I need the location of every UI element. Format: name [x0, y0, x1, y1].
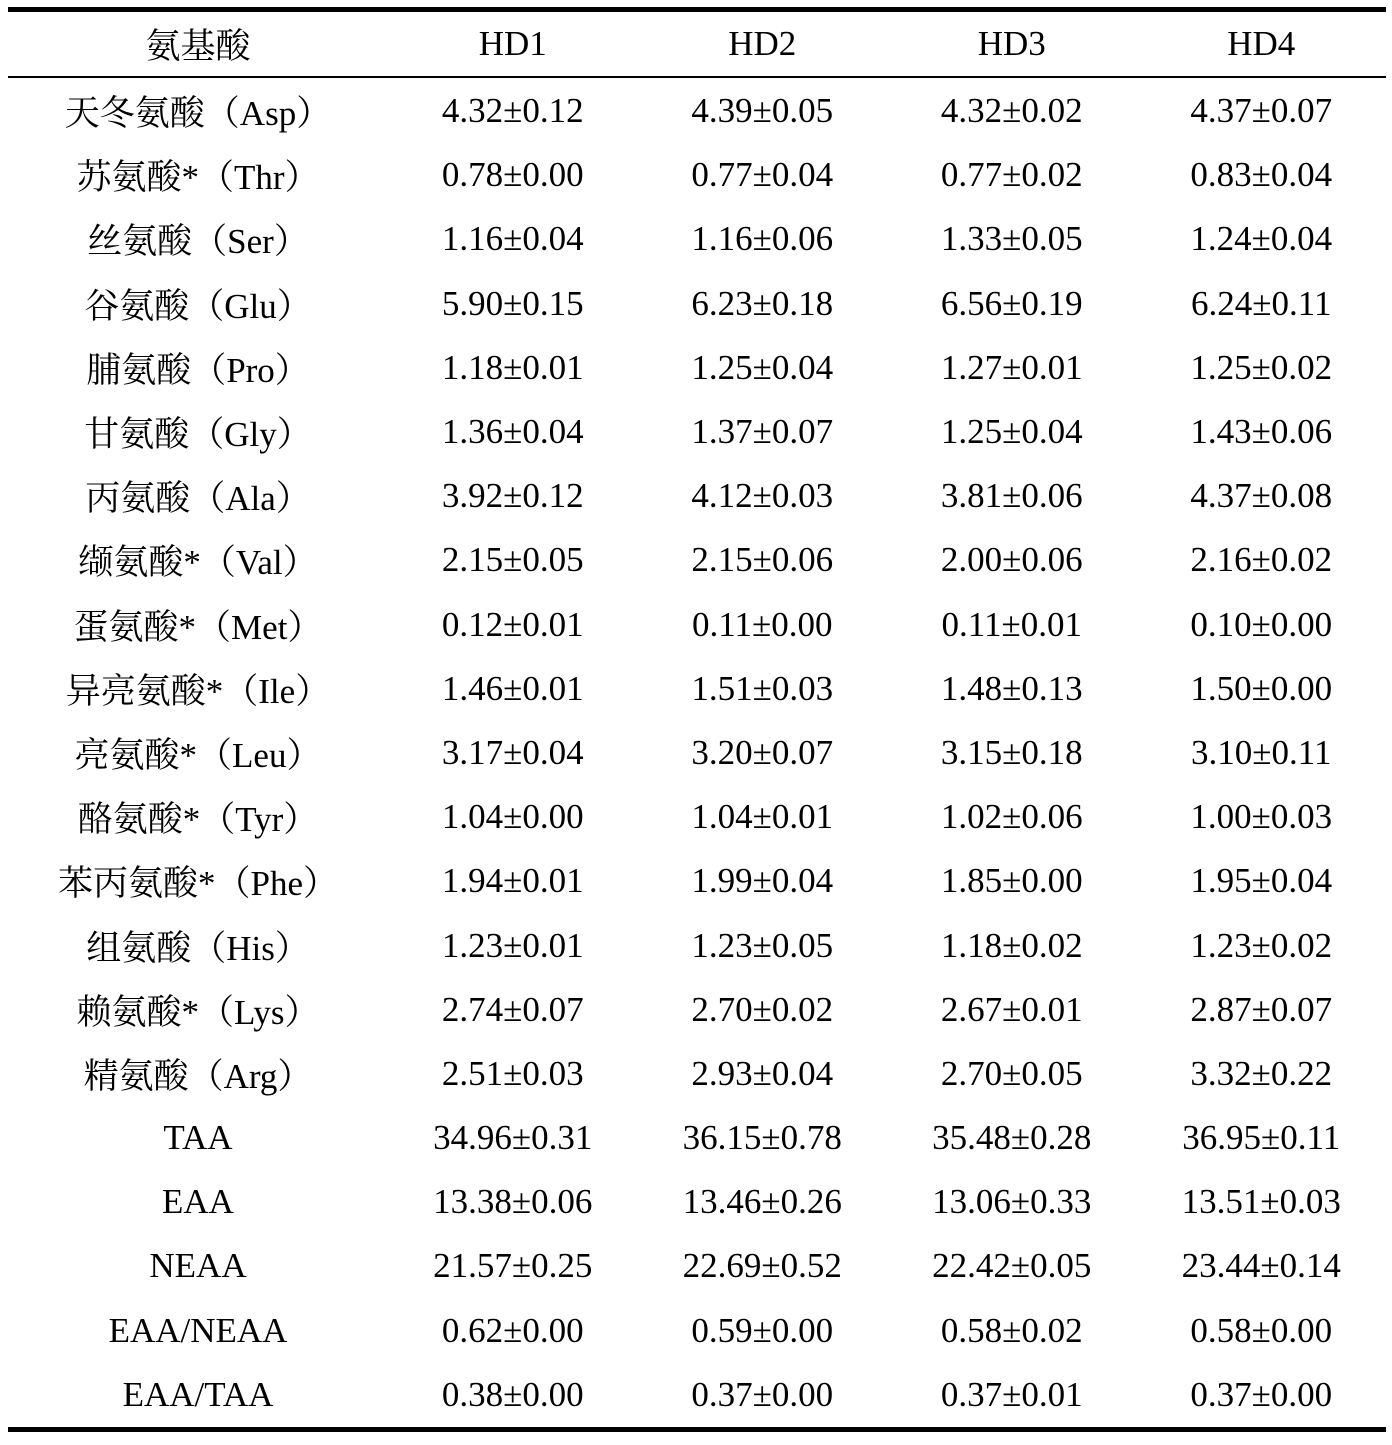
hd1-cell: 1.23±0.01	[441, 925, 584, 965]
hd4-cell: 1.00±0.03	[1190, 797, 1333, 837]
hd1-cell: 4.32±0.12	[441, 91, 584, 131]
hd2-cell: 6.23±0.18	[691, 283, 834, 323]
hd1-cell: 0.12±0.01	[441, 604, 584, 644]
table-row	[8, 400, 1386, 464]
header-hd4: HD4	[1227, 24, 1296, 63]
hd1-cell: 1.36±0.04	[441, 412, 584, 452]
hd1-cell: 2.51±0.03	[441, 1053, 584, 1093]
table-row	[8, 785, 1386, 849]
hd3-cell: 22.42±0.05	[932, 1246, 1092, 1286]
hd2-cell: 3.20±0.07	[691, 732, 834, 772]
hd1-cell: 1.18±0.01	[441, 347, 584, 387]
table-row	[8, 593, 1386, 657]
amino-acid-cell: 丙氨酸（Ala）	[85, 479, 311, 519]
hd1-cell: 3.92±0.12	[441, 476, 584, 516]
hd4-cell: 23.44±0.14	[1181, 1246, 1341, 1286]
table-body	[8, 78, 1386, 1427]
hd1-cell: 34.96±0.31	[433, 1118, 593, 1158]
hd3-cell: 2.00±0.06	[940, 540, 1083, 580]
amino-acid-cell: EAA/NEAA	[108, 1310, 288, 1350]
hd4-cell: 2.87±0.07	[1190, 989, 1333, 1029]
amino-acid-cell: 脯氨酸（Pro）	[86, 350, 310, 390]
hd1-cell: 2.74±0.07	[441, 989, 584, 1029]
table-row	[8, 272, 1386, 336]
header-row	[8, 12, 1386, 76]
amino-acid-table	[8, 7, 1386, 1432]
table-row	[8, 143, 1386, 207]
hd4-cell: 1.25±0.02	[1190, 347, 1333, 387]
hd2-cell: 1.99±0.04	[691, 861, 834, 901]
hd2-cell: 1.04±0.01	[691, 797, 834, 837]
amino-acid-cell: TAA	[163, 1118, 233, 1158]
hd3-cell: 3.81±0.06	[940, 476, 1083, 516]
hd1-cell: 21.57±0.25	[433, 1246, 593, 1286]
hd4-cell: 0.37±0.00	[1190, 1374, 1333, 1414]
hd4-cell: 1.24±0.04	[1190, 219, 1333, 259]
hd2-cell: 22.69±0.52	[682, 1246, 842, 1286]
hd1-cell: 1.46±0.01	[441, 668, 584, 708]
hd3-cell: 6.56±0.19	[940, 283, 1083, 323]
hd1-cell: 2.15±0.05	[441, 540, 584, 580]
table-row	[8, 1170, 1386, 1234]
hd1-cell: 13.38±0.06	[433, 1182, 593, 1222]
amino-acid-cell: 苏氨酸*（Thr）	[76, 158, 320, 198]
table-row	[8, 913, 1386, 977]
table-row	[8, 721, 1386, 785]
amino-acid-cell: EAA	[162, 1182, 234, 1222]
hd2-cell: 1.51±0.03	[691, 668, 834, 708]
amino-acid-cell: 天冬氨酸（Asp）	[64, 94, 332, 134]
table-row	[8, 849, 1386, 913]
hd3-cell: 0.77±0.02	[940, 155, 1083, 195]
hd2-cell: 0.37±0.00	[691, 1374, 834, 1414]
hd3-cell: 3.15±0.18	[940, 732, 1083, 772]
amino-acid-cell: EAA/TAA	[122, 1374, 274, 1414]
table-row	[8, 1234, 1386, 1298]
amino-acid-cell: 缬氨酸*（Val）	[78, 543, 318, 583]
amino-acid-cell: 苯丙氨酸*（Phe）	[57, 864, 338, 904]
amino-acid-cell: NEAA	[149, 1246, 247, 1286]
hd2-cell: 2.15±0.06	[691, 540, 834, 580]
hd2-cell: 4.39±0.05	[691, 91, 834, 131]
hd2-cell: 0.59±0.00	[691, 1310, 834, 1350]
hd3-cell: 13.06±0.33	[932, 1182, 1092, 1222]
table-row	[8, 1299, 1386, 1363]
hd3-cell: 0.11±0.01	[941, 604, 1082, 644]
hd2-cell: 13.46±0.26	[682, 1182, 842, 1222]
hd4-cell: 0.83±0.04	[1190, 155, 1333, 195]
hd3-cell: 2.70±0.05	[940, 1053, 1083, 1093]
amino-acid-cell: 酪氨酸*（Tyr）	[77, 800, 319, 840]
hd1-cell: 0.38±0.00	[441, 1374, 584, 1414]
hd4-cell: 4.37±0.08	[1190, 476, 1333, 516]
hd2-cell: 1.16±0.06	[691, 219, 834, 259]
hd1-cell: 1.94±0.01	[441, 861, 584, 901]
table-row	[8, 336, 1386, 400]
hd3-cell: 35.48±0.28	[932, 1118, 1092, 1158]
header-hd2: HD2	[728, 24, 797, 63]
hd2-cell: 0.77±0.04	[691, 155, 834, 195]
table-row	[8, 78, 1386, 143]
hd4-cell: 3.10±0.11	[1191, 732, 1332, 772]
table-row	[8, 464, 1386, 528]
hd1-cell: 1.16±0.04	[441, 219, 584, 259]
header-hd1: HD1	[478, 24, 547, 63]
header-amino-acid: 氨基酸	[145, 27, 251, 66]
hd1-cell: 3.17±0.04	[441, 732, 584, 772]
hd4-cell: 1.43±0.06	[1190, 412, 1333, 452]
hd3-cell: 2.67±0.01	[940, 989, 1083, 1029]
amino-acid-cell: 异亮氨酸*（Ile）	[65, 671, 331, 711]
table-row	[8, 528, 1386, 592]
table-row	[8, 207, 1386, 271]
hd4-cell: 0.58±0.00	[1190, 1310, 1333, 1350]
table-row	[8, 978, 1386, 1042]
hd2-cell: 1.25±0.04	[691, 347, 834, 387]
table-row	[8, 1363, 1386, 1427]
hd4-cell: 36.95±0.11	[1182, 1118, 1341, 1158]
amino-acid-cell: 赖氨酸*（Lys）	[76, 992, 320, 1032]
hd1-cell: 5.90±0.15	[441, 283, 584, 323]
hd2-cell: 1.37±0.07	[691, 412, 834, 452]
hd2-cell: 2.70±0.02	[691, 989, 834, 1029]
hd1-cell: 1.04±0.00	[441, 797, 584, 837]
amino-acid-cell: 甘氨酸（Gly）	[84, 415, 312, 455]
hd4-cell: 1.50±0.00	[1190, 668, 1333, 708]
hd3-cell: 1.25±0.04	[940, 412, 1083, 452]
hd3-cell: 1.18±0.02	[940, 925, 1083, 965]
amino-acid-cell: 蛋氨酸*（Met）	[73, 607, 323, 647]
table-row	[8, 657, 1386, 721]
amino-acid-cell: 精氨酸（Arg）	[83, 1056, 313, 1096]
hd1-cell: 0.78±0.00	[441, 155, 584, 195]
hd3-cell: 1.48±0.13	[940, 668, 1083, 708]
hd3-cell: 1.27±0.01	[940, 347, 1083, 387]
amino-acid-cell: 谷氨酸（Glu）	[84, 286, 312, 326]
hd4-cell: 4.37±0.07	[1190, 91, 1333, 131]
hd4-cell: 1.95±0.04	[1190, 861, 1333, 901]
hd3-cell: 4.32±0.02	[940, 91, 1083, 131]
hd4-cell: 3.32±0.22	[1190, 1053, 1333, 1093]
data-table	[8, 12, 1386, 1427]
amino-acid-cell: 亮氨酸*（Leu）	[74, 735, 322, 775]
hd2-cell: 1.23±0.05	[691, 925, 834, 965]
hd4-cell: 13.51±0.03	[1181, 1182, 1341, 1222]
hd2-cell: 0.11±0.00	[692, 604, 833, 644]
hd4-cell: 6.24±0.11	[1191, 283, 1332, 323]
hd3-cell: 0.58±0.02	[940, 1310, 1083, 1350]
hd3-cell: 1.02±0.06	[940, 797, 1083, 837]
table-row	[8, 1106, 1386, 1170]
hd2-cell: 36.15±0.78	[682, 1118, 842, 1158]
header-hd3: HD3	[977, 24, 1046, 63]
hd3-cell: 1.85±0.00	[940, 861, 1083, 901]
hd2-cell: 4.12±0.03	[691, 476, 834, 516]
hd2-cell: 2.93±0.04	[691, 1053, 834, 1093]
bottom-rule	[8, 1427, 1386, 1432]
amino-acid-cell: 组氨酸（His）	[86, 928, 310, 968]
hd4-cell: 0.10±0.00	[1190, 604, 1333, 644]
table-row	[8, 1042, 1386, 1106]
hd4-cell: 1.23±0.02	[1190, 925, 1333, 965]
hd3-cell: 1.33±0.05	[940, 219, 1083, 259]
hd3-cell: 0.37±0.01	[940, 1374, 1083, 1414]
hd4-cell: 2.16±0.02	[1190, 540, 1333, 580]
hd1-cell: 0.62±0.00	[441, 1310, 584, 1350]
amino-acid-cell: 丝氨酸（Ser）	[87, 222, 309, 262]
